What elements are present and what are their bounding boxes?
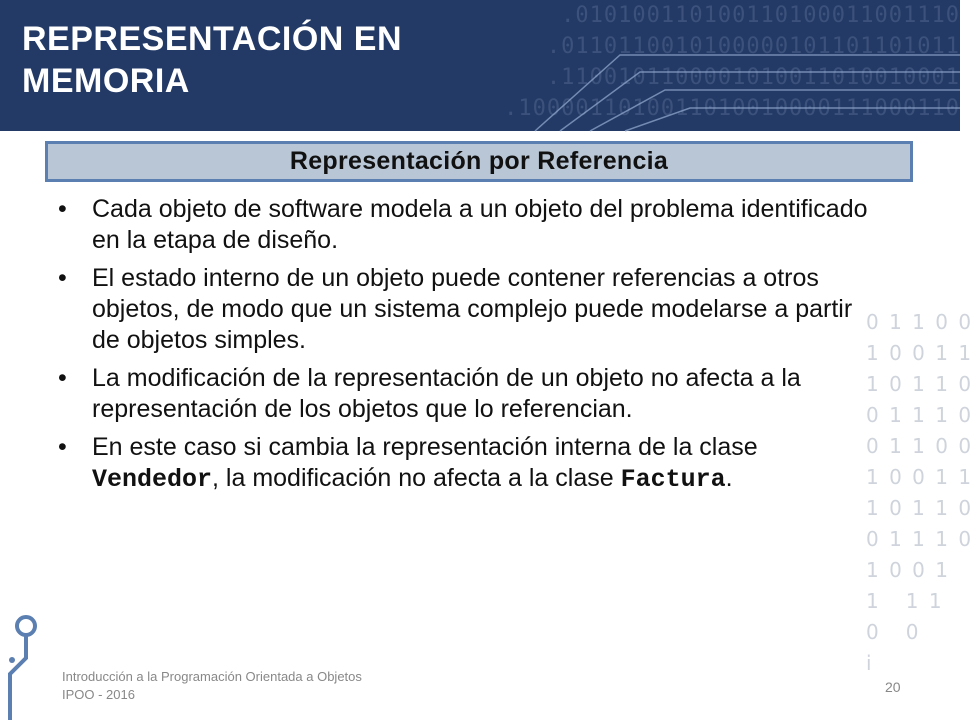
- header-binary-line: .1100101100001010011010010001: [546, 65, 960, 90]
- side-binary-line: 1 0 0 1 1: [866, 465, 973, 489]
- slide-title: [22, 18, 402, 102]
- footer-course-name: Introducción a la Programación Orientada a Objetos: [62, 669, 362, 684]
- slide-title-line2: MEMORIA: [22, 62, 190, 100]
- side-binary-line: 0 1 1 1 0: [866, 403, 973, 427]
- side-binary-line: 0 1 1 0 0: [866, 310, 973, 334]
- header-binary-line: .0110110010100000101101101011: [546, 34, 960, 59]
- circuit-trace-icon: [0, 600, 60, 720]
- section-title: Representación por Referencia: [289, 147, 669, 175]
- page-number: 20: [885, 679, 901, 695]
- side-binary-line: 1 0 1 1 0: [866, 372, 973, 396]
- bullet-dot-icon: •: [58, 364, 67, 392]
- side-binary-line: i: [866, 651, 874, 675]
- bullet-text-part: .: [725, 464, 733, 492]
- side-binary-line: 1 0 0 1: [866, 558, 950, 582]
- header-banner: [0, 0, 960, 131]
- header-binary-line: .1000011010011010010000111000110: [504, 96, 960, 121]
- side-binary-line: 1 0 1 1 0: [866, 496, 973, 520]
- bullet-text: El estado interno de un objeto puede contener referencias a otros objetos, de modo que un sistema complejo puede modelarse a partir de objetos simples.: [92, 264, 853, 354]
- bullet-text: La modificación de la representación de un objeto no afecta a la representación de los objetos que lo referencian.: [92, 364, 801, 423]
- class-name-vendedor: Vendedor: [92, 465, 213, 494]
- bullet-dot-icon: •: [58, 433, 67, 461]
- header-binary-line: .010100110100110100011001110: [561, 3, 960, 28]
- bullet-text: [92, 433, 758, 492]
- bullet-text: Cada objeto de software modela a un objeto del problema identificado en la etapa de diseño.: [92, 195, 868, 254]
- bullet-item: [58, 194, 878, 256]
- side-binary-line: 1 0 0 1 1: [866, 341, 973, 365]
- class-name-factura: Factura: [620, 465, 726, 494]
- footer-course-year: IPOO - 2016: [62, 687, 135, 702]
- side-binary-line: 0 1 1 1 0: [866, 527, 973, 551]
- bullet-dot-icon: •: [58, 264, 67, 292]
- section-title-box: [45, 141, 913, 182]
- side-binary-decoration: [866, 307, 973, 675]
- bullet-item: [58, 363, 878, 425]
- bullet-list: [58, 194, 878, 502]
- slide-title-line1: REPRESENTACIÓN EN: [22, 20, 403, 58]
- bullet-item: [58, 432, 878, 495]
- side-binary-line: 1 1 1: [866, 589, 944, 613]
- bullet-text-part: , la modificación no afecta a la clase: [212, 464, 621, 492]
- footer: [62, 668, 362, 704]
- bullet-dot-icon: •: [58, 195, 67, 223]
- side-binary-line: 0 0: [866, 620, 921, 644]
- side-binary-line: 0 1 1 0 0: [866, 434, 973, 458]
- bullet-item: [58, 263, 878, 356]
- bullet-text-part: En este caso si cambia la representación interna de la clase: [92, 433, 758, 461]
